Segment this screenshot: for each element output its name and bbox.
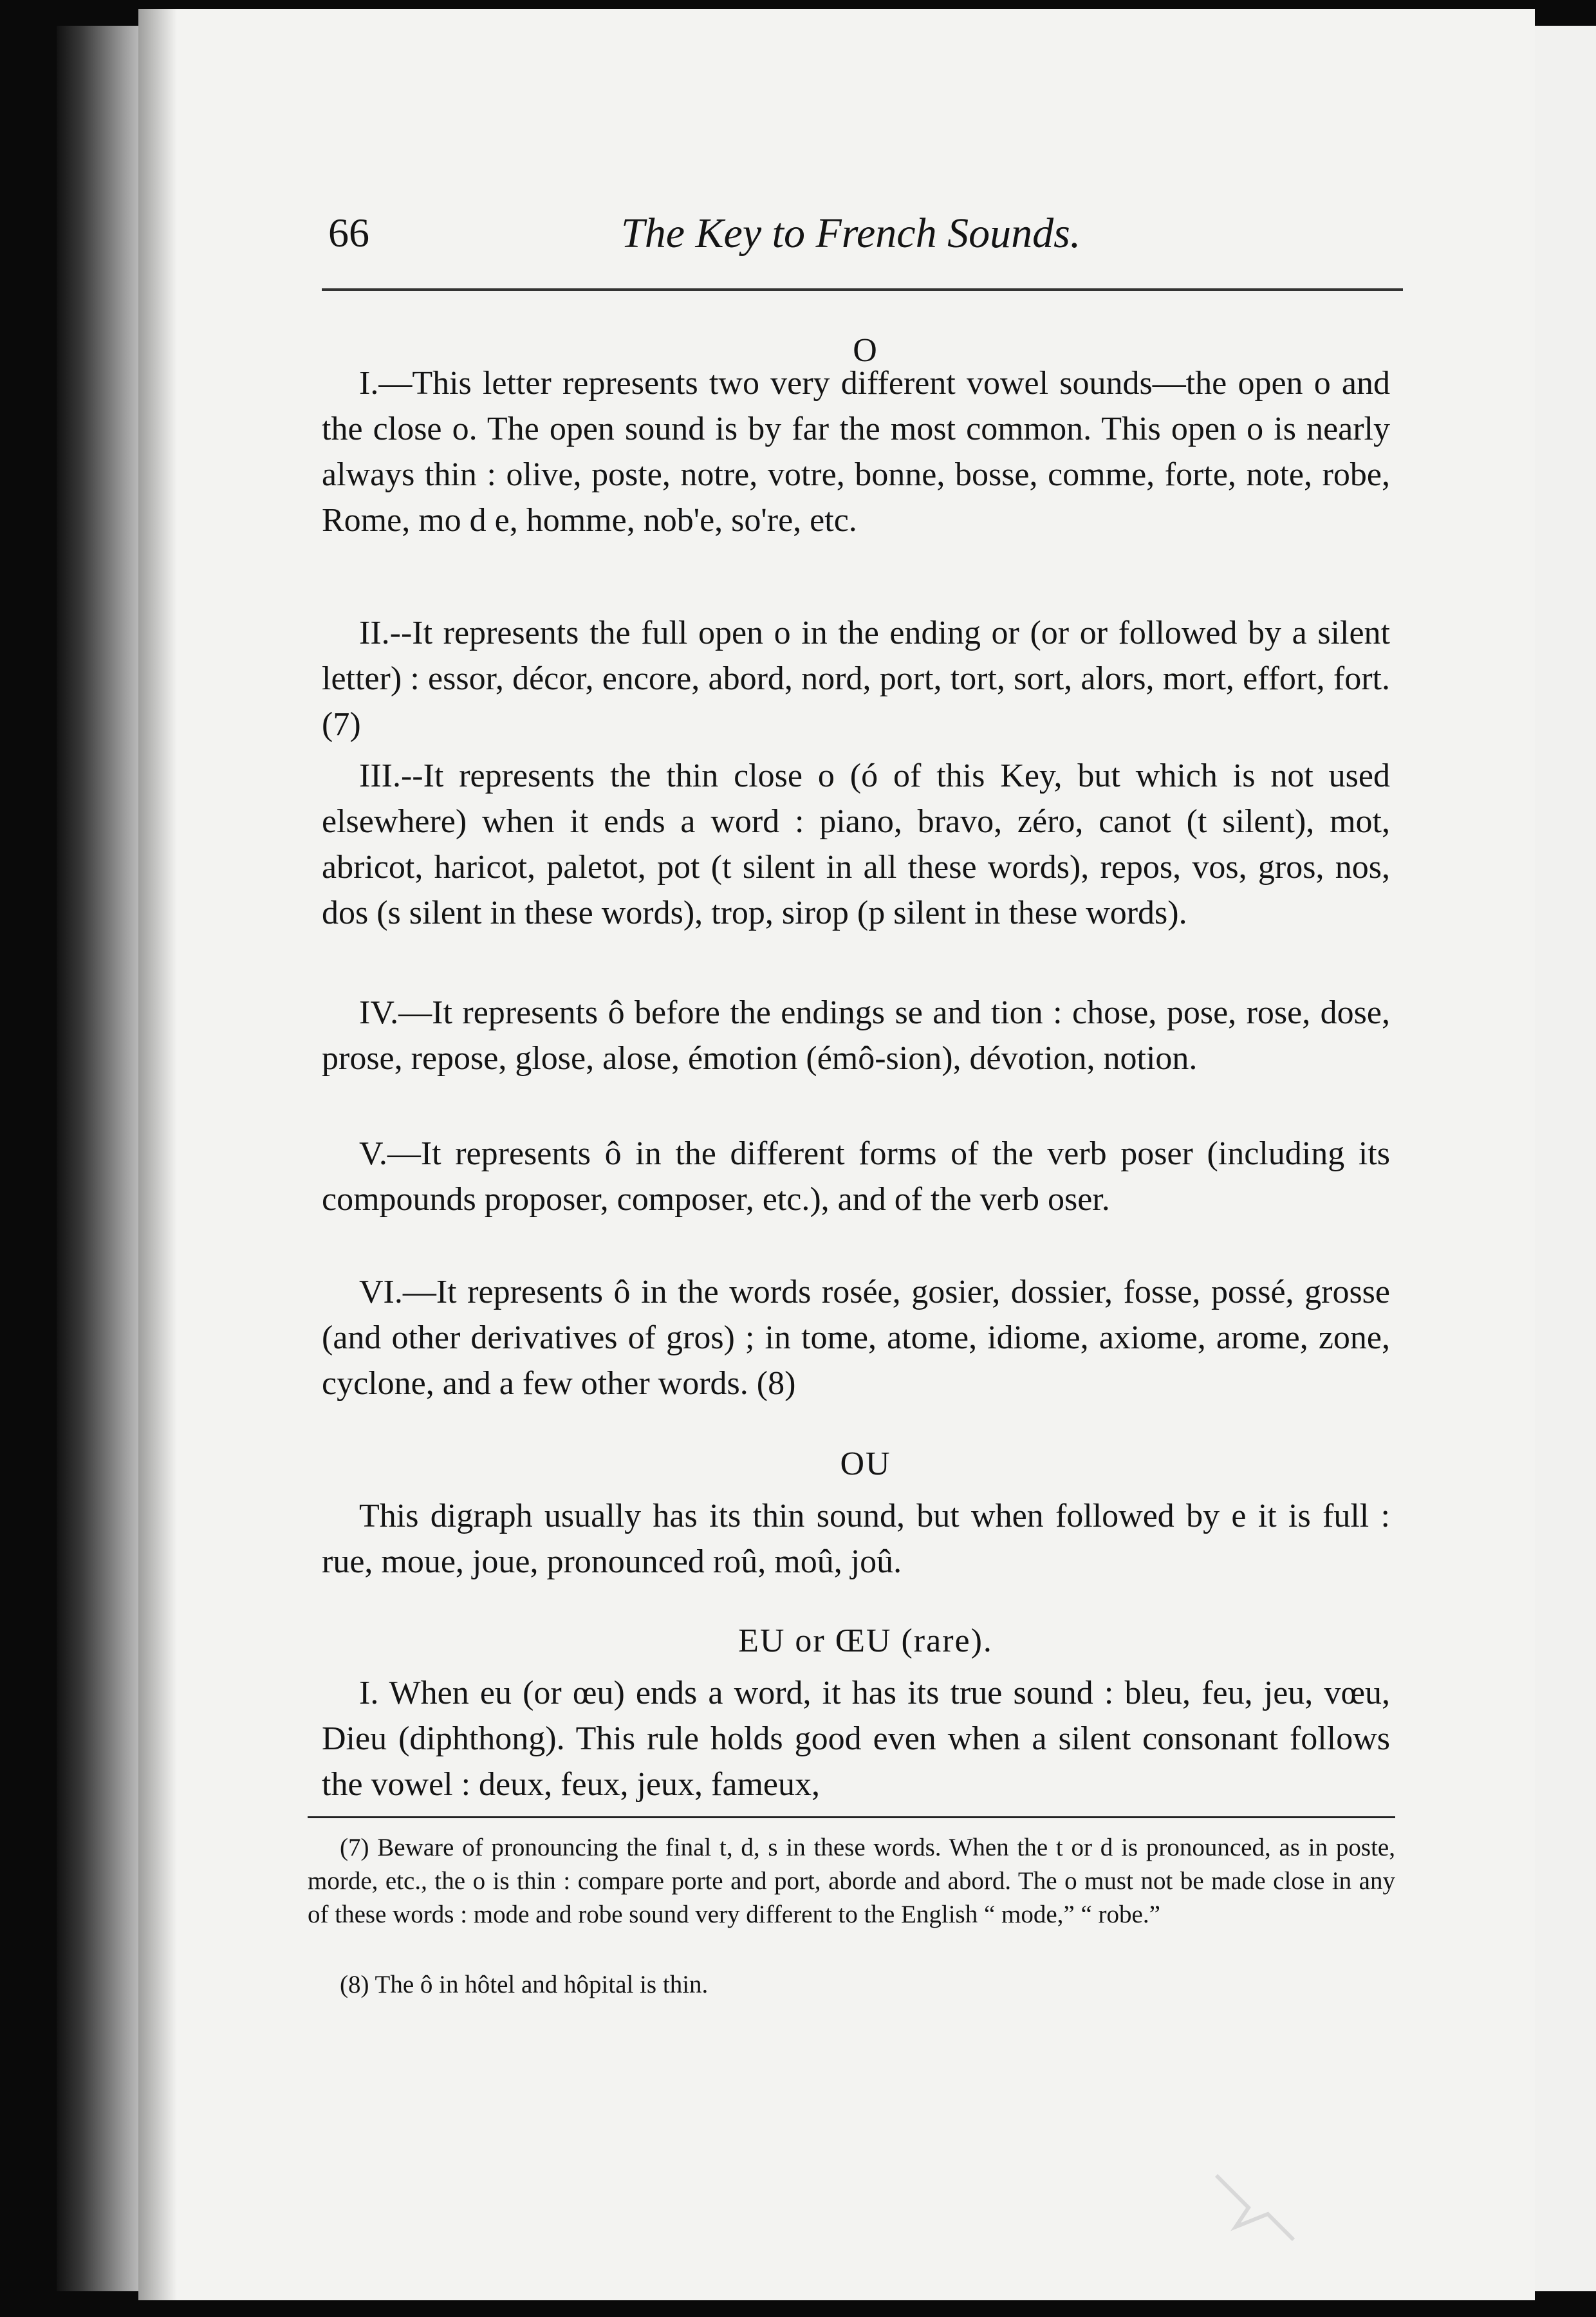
running-header (328, 209, 1416, 274)
scan-speck-mark (1210, 2163, 1300, 2246)
paragraph-ou-1: This digraph usually has its thin sound, but when followed by e it is full : rue, moue, joue, pronounced roû, moû, joû. (322, 1498, 1390, 1580)
paragraph-o-2: II.--It represents the full open o in the ending or (or or followed by a silent letter) : essor, décor, encore, abord, nord, port, tort, sort, alors, mort, effort, fort. (7) (322, 615, 1390, 743)
section-heading-eu: EU or ŒU (rare). (738, 1623, 993, 1659)
page-number: 66 (328, 210, 369, 256)
header-rule (322, 288, 1403, 291)
section-heading-ou: OU (840, 1446, 891, 1482)
paragraph-o-4: IV.—It represents ô before the endings se and tion : chose, pose, rose, dose, prose, repose, glose, alose, émotion (émô-sion), dévotion, notion. (322, 994, 1390, 1077)
book-spine-edge (57, 26, 140, 2291)
running-title: The Key to French Sounds. (621, 210, 1081, 257)
paragraph-o-3: III.--It represents the thin close o (ó of this Key, but which is not used elsewhere) when it ends a word : piano, bravo, zéro, canot (t silent), mot, abricot, haricot, paletot, pot (t silent in all these words), repos, vos, gros, nos, dos (s silent in these words), trop, sirop (p silent in these words). (322, 758, 1390, 931)
paragraph-o-1: I.—This letter represents two very different vowel sounds—the open o and the close o. The open sound is by far the most common. This open o is nearly always thin : olive, poste, notre, votre, bonne, bosse, comme, forte, note, robe, Rome, mo d e, homme, nob'e, so're, etc. (322, 365, 1390, 539)
footnote-7: (7) Beware of pronouncing the final t, d, s in these words. When the t or d is pronounced, as in poste, morde, etc., the o is thin : compare porte and port, aborde and abord. The o must not be made close in any of these words : mode and robe sound very different to the English “ mode,” “ robe.” (308, 1834, 1395, 1928)
section-heading-o: O (853, 332, 878, 369)
footnote-8: (8) The ô in hôtel and hôpital is thin. (340, 1971, 709, 1998)
paragraph-eu-1: I. When eu (or œu) ends a word, it has its true sound : bleu, feu, jeu, vœu, Dieu (diphthong). This rule holds good even when a silent consonant follows the vowel : deux, feux, jeux, fameux, (322, 1675, 1390, 1803)
paragraph-o-6: VI.—It represents ô in the words rosée, gosier, dossier, fosse, possé, grosse (and other derivatives of gros) ; in tome, atome, idiome, axiome, arome, zone, cyclone, and a few other words. (8) (322, 1274, 1390, 1402)
footnote-rule (308, 1816, 1395, 1818)
paragraph-o-5: V.—It represents ô in the different forms of the verb poser (including its compounds proposer, composer, etc.), and of the verb oser. (322, 1135, 1390, 1218)
